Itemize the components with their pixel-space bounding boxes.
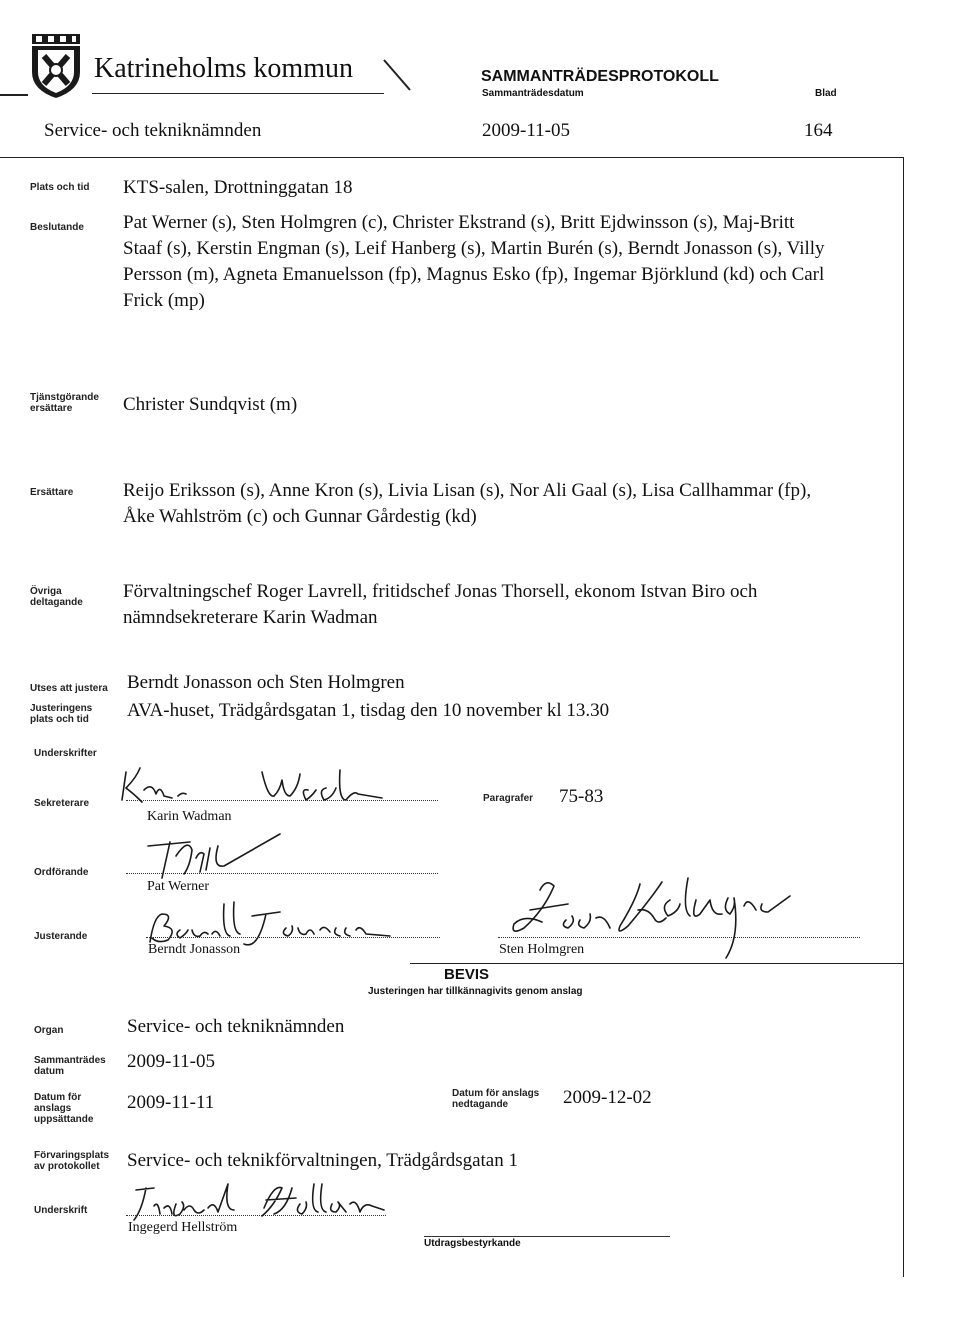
adjust-place-label (30, 703, 92, 725)
storage-value: Service- och teknikförvaltningen, Trädgårdsgatan 1 (127, 1150, 518, 1171)
substitutes-list (123, 478, 811, 530)
adjusters-label: Utses att justera (30, 683, 108, 694)
certify-label: Utdragsbestyrkande (424, 1238, 521, 1249)
bevis-meeting-date-label (34, 1055, 106, 1077)
chair-signature-line (126, 873, 438, 874)
storage-label-line: av protokollet (34, 1161, 100, 1172)
removed-date-label (452, 1088, 539, 1110)
chair-label: Ordförande (34, 867, 89, 878)
header-slash-icon (382, 58, 414, 94)
storage-label-line: Förvaringsplats (34, 1150, 110, 1161)
decision-makers-line: Frick (mp) (123, 290, 205, 311)
organ-label: Organ (34, 1025, 64, 1036)
decision-makers-label: Beslutande (30, 222, 84, 233)
municipality-name: Katrineholms kommun (94, 53, 353, 84)
adjuster1-signature-line (146, 937, 440, 938)
header-rule (92, 93, 384, 94)
other-participants-label (30, 586, 83, 608)
decision-makers-line: Staaf (s), Kerstin Engman (s), Leif Hanberg (s), Martin Burén (s), Berndt Jonasson (s), Villy (123, 238, 825, 259)
decision-makers-line: Persson (m), Agneta Emanuelsson (fp), Magnus Esko (fp), Ingemar Björklund (kd) och Carl (123, 264, 825, 285)
substitutes-line: Reijo Eriksson (s), Anne Kron (s), Livia Lisan (s), Nor Ali Gaal (s), Lisa Callhammar (fp), (123, 480, 812, 501)
other-participants-label-line: Övriga (30, 586, 62, 597)
municipality-logo (26, 32, 86, 100)
signatures-section-label: Underskrifter (34, 748, 97, 759)
removed-date-value: 2009-12-02 (563, 1087, 652, 1108)
substitutes-line: Åke Wahlström (c) och Gunnar Gårdestig (kd) (123, 506, 477, 527)
posted-date-value: 2009-11-11 (127, 1092, 215, 1113)
decision-makers-list (123, 210, 825, 314)
posted-date-label-line: anslags (34, 1103, 72, 1114)
page-number: 164 (804, 120, 833, 141)
adjust-place-label-line: plats och tid (30, 714, 89, 725)
frame-right-rule (903, 157, 904, 1277)
decision-makers-line: Pat Werner (s), Sten Holmgren (c), Christer Ekstrand (s), Britt Ejdwinsson (s), Maj-Britt (123, 212, 795, 233)
other-participants-line: nämndsekreterare Karin Wadman (123, 607, 378, 628)
certifier-signature-line (126, 1215, 386, 1216)
serving-substitutes-value: Christer Sundqvist (m) (123, 394, 298, 415)
bevis-meeting-date-label-line: datum (34, 1066, 64, 1077)
committee-name: Service- och tekniknämnden (44, 120, 262, 141)
bevis-meeting-date-label-line: Sammanträdes (34, 1055, 106, 1066)
bevis-top-rule (410, 963, 904, 964)
bevis-meeting-date-value: 2009-11-05 (127, 1051, 215, 1072)
adjuster-label: Justerande (34, 931, 88, 942)
other-participants-list (123, 579, 757, 631)
frame-top-rule (0, 157, 904, 158)
other-participants-label-line: deltagande (30, 597, 83, 608)
place-label: Plats och tid (30, 182, 90, 193)
removed-date-label-line: nedtagande (452, 1099, 509, 1110)
posted-date-label-line: uppsättande (34, 1114, 94, 1125)
removed-date-label-line: Datum för anslags (452, 1088, 540, 1099)
adjuster2-signature-line (498, 937, 860, 938)
other-participants-line: Förvaltningschef Roger Lavrell, fritidschef Jonas Thorsell, ekonom Istvan Biro och (123, 581, 758, 602)
substitutes-label: Ersättare (30, 487, 74, 498)
secretary-signature (112, 760, 412, 810)
meeting-date: 2009-11-05 (482, 120, 570, 141)
paragraphs-value: 75-83 (559, 786, 604, 807)
header-rule-left (0, 94, 28, 96)
meeting-date-header-label: Sammanträdesdatum (482, 88, 584, 99)
bevis-title: BEVIS (444, 966, 490, 983)
adjuster1-name: Berndt Jonasson (148, 942, 241, 957)
serving-substitutes-label (30, 392, 99, 414)
posted-date-label-line: Datum för (34, 1092, 82, 1103)
organ-value: Service- och tekniknämnden (127, 1016, 345, 1037)
paragraphs-label: Paragrafer (483, 793, 534, 804)
page-label: Blad (815, 88, 837, 99)
secretary-name: Karin Wadman (147, 809, 232, 824)
certifier-signature (124, 1180, 394, 1224)
chair-name: Pat Werner (147, 879, 209, 894)
certify-rule (424, 1236, 670, 1237)
adjust-place-label-line: Justeringens (30, 703, 93, 714)
storage-label (34, 1150, 109, 1172)
secretary-signature-line (126, 800, 438, 801)
bevis-subtitle: Justeringen har tillkännagivits genom anslag (368, 986, 583, 997)
serving-substitutes-label-line: ersättare (30, 403, 73, 414)
secretary-label: Sekreterare (34, 798, 90, 809)
coat-of-arms-icon (26, 32, 86, 100)
bevis-signature-label: Underskrift (34, 1205, 88, 1216)
adjust-place-value: AVA-huset, Trädgårdsgatan 1, tisdag den 10 november kl 13.30 (127, 700, 610, 721)
adjuster2-name: Sten Holmgren (499, 942, 585, 957)
posted-date-label (34, 1092, 93, 1125)
serving-substitutes-label-line: Tjänstgörande (30, 392, 99, 403)
adjusters-value: Berndt Jonasson och Sten Holmgren (127, 672, 405, 693)
certifier-name: Ingegerd Hellström (128, 1220, 238, 1235)
place-value: KTS-salen, Drottninggatan 18 (123, 177, 353, 198)
protocol-title: SAMMANTRÄDESPROTOKOLL (481, 68, 719, 85)
